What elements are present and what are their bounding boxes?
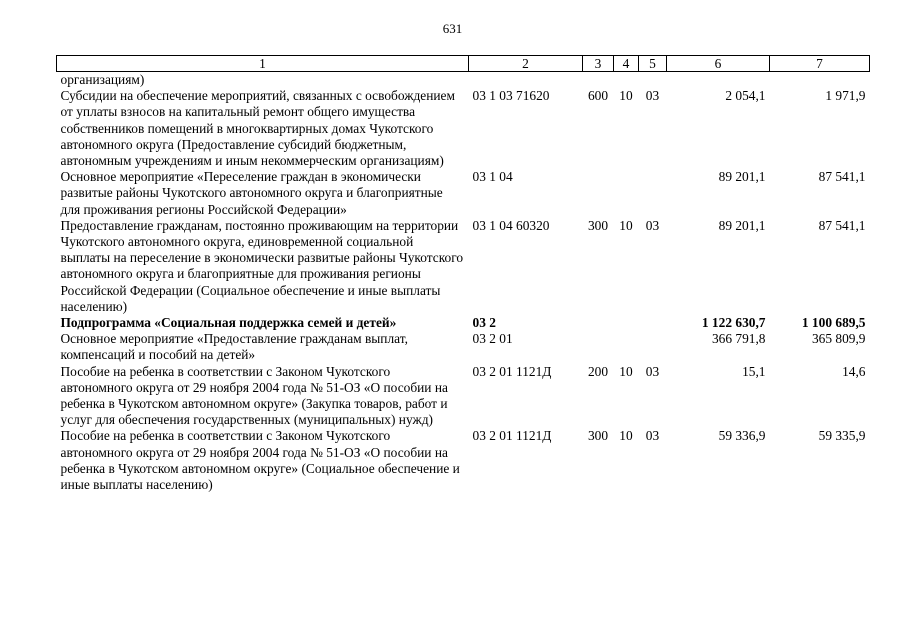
row-section [614,315,639,331]
row-name: организациям) [60,72,145,87]
row-amount-1: 15,1 [742,363,766,379]
row-subsection: 03 [645,428,660,444]
row-section [614,331,639,363]
row-name: Пособие на ребенка в соответствии с Законом Чукотского автономного округа от 29 ноября 2004 года № 51-ОЗ «О пособии на ребенка в Чукотском автономном округе» (Социальное обеспечение и иные выплаты населению) [60,428,460,493]
row-section: 10 [619,88,633,104]
table-row [57,364,870,429]
header-col-1: 1 [57,56,469,72]
row-amount-2: 1 100 689,5 [801,315,866,331]
row-name: Подпрограмма «Социальная поддержка семей и детей» [60,315,397,331]
row-name: Субсидии на обеспечение мероприятий, связанных с освобождением от уплаты взносов на капитальный ремонт общего имущества собственников помещений в многоквартирных домах Чукотского автономного округа (Предоставление субсидий бюджетным, автономным учреждениям и иным некоммерческим организациям) [60,88,455,169]
row-amount-2: 1 971,9 [825,88,866,104]
row-code: 03 1 04 60320 [472,217,550,233]
row-subsection [639,72,667,89]
row-amount-1: 2 054,1 [725,88,766,104]
row-expense-type: 300 [587,428,609,444]
row-name: Пособие на ребенка в соответствии с Законом Чукотского автономного округа от 29 ноября 2004 года № 51-ОЗ «О пособии на ребенка в Чукотском автономном округе» (Закупка товаров, работ и услуг для обеспечения государственных (муниципальных) нужд) [60,363,448,428]
row-amount-1: 89 201,1 [718,217,766,233]
table-row [57,428,870,493]
row-expense-type [583,315,614,331]
table-row [57,88,870,169]
row-amount-2: 14,6 [842,363,866,379]
row-name: Предоставление гражданам, постоянно проживающим на территории Чукотского автономного округа, единовременной социальной выплаты на переселение в экономически развитые районы Чукотского автономного округа и благоприятные для проживания регионы Российской Федерации (Социальное обеспечение и иные выплаты населению) [60,217,464,314]
row-name: Основное мероприятие «Предоставление гражданам выплат, компенсаций и пособий на детей» [60,331,408,363]
row-expense-type [583,72,614,89]
header-col-2: 2 [469,56,583,72]
header-row [57,56,870,72]
row-code: 03 2 01 [472,331,513,347]
row-amount-1 [667,72,770,89]
row-name: Основное мероприятие «Переселение граждан в экономически развитые районы Чукотского автономного округа и благоприятные для проживания регионы Российской Федерации» [60,169,443,217]
row-expense-type: 300 [587,217,609,233]
row-code [469,72,583,89]
row-amount-2: 87 541,1 [818,169,866,185]
row-expense-type [583,331,614,363]
table-row [57,218,870,315]
row-amount-2: 87 541,1 [818,217,866,233]
row-subsection: 03 [645,363,660,379]
table-row [57,72,870,89]
header-col-5: 5 [639,56,667,72]
row-expense-type: 200 [587,363,609,379]
table-row [57,169,870,218]
row-expense-type [583,169,614,218]
row-section: 10 [619,428,633,444]
row-section [614,169,639,218]
row-section [614,72,639,89]
row-code: 03 2 01 1121Д [472,428,552,444]
page-number: 631 [442,21,463,36]
row-section: 10 [619,217,633,233]
row-expense-type: 600 [587,88,609,104]
row-subsection: 03 [645,217,660,233]
row-amount-2: 59 335,9 [818,428,866,444]
row-amount-2 [770,72,870,89]
row-amount-1: 366 791,8 [711,331,766,347]
row-amount-1: 89 201,1 [718,169,766,185]
header-col-3: 3 [583,56,614,72]
row-code: 03 1 03 71620 [472,88,550,104]
row-code: 03 2 01 1121Д [472,363,552,379]
row-code: 03 2 [472,315,496,331]
header-col-6: 6 [667,56,770,72]
row-amount-2: 365 809,9 [811,331,866,347]
row-subsection: 03 [645,88,660,104]
row-subsection [639,331,667,363]
row-section: 10 [619,363,633,379]
header-col-7: 7 [770,56,870,72]
table-row [57,331,870,363]
row-subsection [639,315,667,331]
table-row [57,315,870,331]
row-code: 03 1 04 [472,169,513,185]
row-subsection [639,169,667,218]
header-col-4: 4 [614,56,639,72]
budget-table [56,55,870,493]
row-amount-1: 59 336,9 [718,428,766,444]
row-amount-1: 1 122 630,7 [701,315,766,331]
